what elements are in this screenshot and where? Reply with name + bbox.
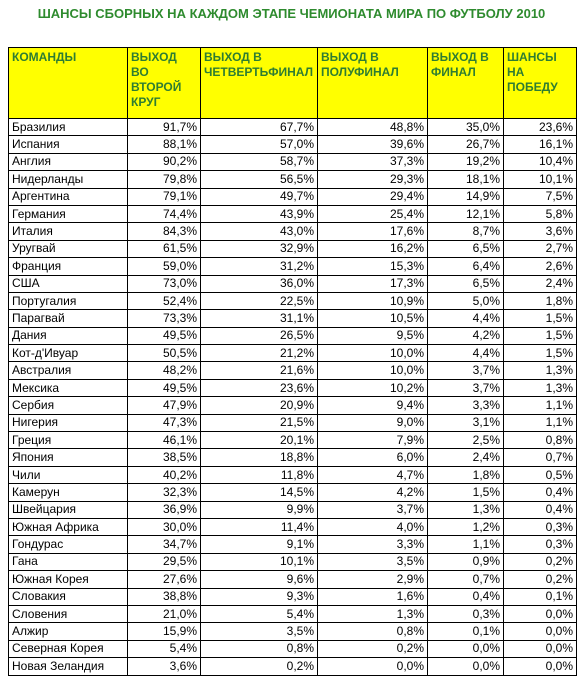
final-cell: 0,4% (428, 588, 504, 605)
table-row (9, 153, 577, 170)
second-round-cell: 52,4% (128, 292, 201, 309)
second-round-cell: 73,3% (128, 310, 201, 327)
final-cell: 0,0% (428, 658, 504, 675)
table-row (9, 275, 577, 292)
quarterfinal-cell: 0,8% (201, 640, 318, 657)
final-cell: 4,4% (428, 310, 504, 327)
final-cell: 12,1% (428, 205, 504, 222)
final-cell: 19,2% (428, 153, 504, 170)
second-round-cell: 27,6% (128, 571, 201, 588)
team-cell: Гондурас (9, 536, 128, 553)
quarterfinal-cell: 21,2% (201, 345, 318, 362)
semifinal-cell: 29,3% (318, 171, 428, 188)
semifinal-cell: 10,9% (318, 292, 428, 309)
quarterfinal-cell: 23,6% (201, 379, 318, 396)
table-row (9, 536, 577, 553)
semifinal-cell: 10,0% (318, 362, 428, 379)
team-cell: Чили (9, 466, 128, 483)
semifinal-cell: 10,2% (318, 379, 428, 396)
team-cell: Уругвай (9, 240, 128, 257)
quarterfinal-cell: 9,3% (201, 588, 318, 605)
win-cell: 0,1% (504, 588, 577, 605)
quarterfinal-cell: 58,7% (201, 153, 318, 170)
semifinal-cell: 25,4% (318, 205, 428, 222)
win-cell: 2,7% (504, 240, 577, 257)
semifinal-cell: 10,5% (318, 310, 428, 327)
table-row (9, 292, 577, 309)
quarterfinal-cell: 21,5% (201, 414, 318, 431)
win-cell: 1,1% (504, 414, 577, 431)
semifinal-cell: 2,9% (318, 571, 428, 588)
second-round-cell: 38,5% (128, 449, 201, 466)
team-cell: Испания (9, 136, 128, 153)
team-cell: Австралия (9, 362, 128, 379)
quarterfinal-cell: 43,0% (201, 223, 318, 240)
semifinal-cell: 4,2% (318, 484, 428, 501)
win-cell: 0,7% (504, 449, 577, 466)
win-cell: 0,3% (504, 518, 577, 535)
quarterfinal-cell: 14,5% (201, 484, 318, 501)
table-row (9, 310, 577, 327)
semifinal-cell: 1,6% (318, 588, 428, 605)
win-cell: 1,5% (504, 327, 577, 344)
table-row (9, 658, 577, 675)
team-cell: Словения (9, 605, 128, 622)
second-round-cell: 88,1% (128, 136, 201, 153)
semifinal-cell: 9,5% (318, 327, 428, 344)
team-cell: Греция (9, 432, 128, 449)
team-cell: Дания (9, 327, 128, 344)
win-cell: 2,4% (504, 275, 577, 292)
team-cell: Нидерланды (9, 171, 128, 188)
final-cell: 6,5% (428, 240, 504, 257)
table-row (9, 362, 577, 379)
team-cell: Алжир (9, 623, 128, 640)
semifinal-cell: 3,5% (318, 553, 428, 570)
win-cell: 1,5% (504, 345, 577, 362)
final-cell: 14,9% (428, 188, 504, 205)
team-cell: Англия (9, 153, 128, 170)
second-round-cell: 73,0% (128, 275, 201, 292)
table-row (9, 240, 577, 257)
team-cell: Кот-д'Ивуар (9, 345, 128, 362)
second-round-cell: 79,1% (128, 188, 201, 205)
team-cell: Словакия (9, 588, 128, 605)
second-round-cell: 61,5% (128, 240, 201, 257)
win-cell: 1,8% (504, 292, 577, 309)
win-cell: 16,1% (504, 136, 577, 153)
header-row (9, 48, 577, 119)
second-round-cell: 59,0% (128, 258, 201, 275)
final-cell: 1,5% (428, 484, 504, 501)
win-cell: 1,3% (504, 379, 577, 396)
win-cell: 5,8% (504, 205, 577, 222)
second-round-cell: 21,0% (128, 605, 201, 622)
final-cell: 3,1% (428, 414, 504, 431)
final-cell: 1,3% (428, 501, 504, 518)
win-cell: 2,6% (504, 258, 577, 275)
final-cell: 3,7% (428, 362, 504, 379)
team-cell: Нигерия (9, 414, 128, 431)
second-round-cell: 32,3% (128, 484, 201, 501)
team-cell: Южная Африка (9, 518, 128, 535)
team-cell: Мексика (9, 379, 128, 396)
semifinal-cell: 7,9% (318, 432, 428, 449)
second-round-cell: 38,8% (128, 588, 201, 605)
win-cell: 0,2% (504, 571, 577, 588)
header-second-round: ВЫХОД ВО ВТОРОЙ КРУГ (128, 48, 201, 119)
quarterfinal-cell: 49,7% (201, 188, 318, 205)
win-cell: 0,8% (504, 432, 577, 449)
win-cell: 0,2% (504, 553, 577, 570)
table-row (9, 205, 577, 222)
semifinal-cell: 3,3% (318, 536, 428, 553)
quarterfinal-cell: 56,5% (201, 171, 318, 188)
table-row (9, 588, 577, 605)
table-row (9, 397, 577, 414)
team-cell: Португалия (9, 292, 128, 309)
table-row (9, 327, 577, 344)
quarterfinal-cell: 5,4% (201, 605, 318, 622)
second-round-cell: 5,4% (128, 640, 201, 657)
table-row (9, 432, 577, 449)
win-cell: 10,4% (504, 153, 577, 170)
second-round-cell: 79,8% (128, 171, 201, 188)
header-teams: КОМАНДЫ (9, 48, 128, 119)
final-cell: 1,1% (428, 536, 504, 553)
win-cell: 0,4% (504, 501, 577, 518)
second-round-cell: 74,4% (128, 205, 201, 222)
semifinal-cell: 0,8% (318, 623, 428, 640)
table-row (9, 136, 577, 153)
team-cell: Франция (9, 258, 128, 275)
second-round-cell: 47,3% (128, 414, 201, 431)
second-round-cell: 46,1% (128, 432, 201, 449)
table-row (9, 258, 577, 275)
win-cell: 1,5% (504, 310, 577, 327)
quarterfinal-cell: 20,1% (201, 432, 318, 449)
final-cell: 0,3% (428, 605, 504, 622)
final-cell: 0,7% (428, 571, 504, 588)
win-cell: 7,5% (504, 188, 577, 205)
quarterfinal-cell: 36,0% (201, 275, 318, 292)
final-cell: 26,7% (428, 136, 504, 153)
second-round-cell: 3,6% (128, 658, 201, 675)
win-cell: 1,1% (504, 397, 577, 414)
final-cell: 5,0% (428, 292, 504, 309)
team-cell: США (9, 275, 128, 292)
team-cell: Швейцария (9, 501, 128, 518)
final-cell: 3,7% (428, 379, 504, 396)
table-row (9, 345, 577, 362)
win-cell: 0,0% (504, 605, 577, 622)
quarterfinal-cell: 0,2% (201, 658, 318, 675)
second-round-cell: 90,2% (128, 153, 201, 170)
table-row (9, 501, 577, 518)
final-cell: 2,5% (428, 432, 504, 449)
final-cell: 3,3% (428, 397, 504, 414)
quarterfinal-cell: 9,9% (201, 501, 318, 518)
second-round-cell: 34,7% (128, 536, 201, 553)
table-body (9, 119, 577, 676)
win-cell: 0,0% (504, 658, 577, 675)
win-cell: 10,1% (504, 171, 577, 188)
table-row (9, 171, 577, 188)
win-cell: 0,0% (504, 640, 577, 657)
second-round-cell: 47,9% (128, 397, 201, 414)
semifinal-cell: 6,0% (318, 449, 428, 466)
page-title: ШАНСЫ СБОРНЫХ НА КАЖДОМ ЭТАПЕ ЧЕМИОНАТА МИРА ПО ФУТБОЛУ 2010 (37, 6, 546, 21)
quarterfinal-cell: 11,4% (201, 518, 318, 535)
final-cell: 6,5% (428, 275, 504, 292)
semifinal-cell: 48,8% (318, 119, 428, 136)
table-row (9, 518, 577, 535)
table-row (9, 623, 577, 640)
quarterfinal-cell: 31,2% (201, 258, 318, 275)
second-round-cell: 15,9% (128, 623, 201, 640)
table-row (9, 484, 577, 501)
final-cell: 0,1% (428, 623, 504, 640)
semifinal-cell: 29,4% (318, 188, 428, 205)
second-round-cell: 84,3% (128, 223, 201, 240)
quarterfinal-cell: 18,8% (201, 449, 318, 466)
team-cell: Германия (9, 205, 128, 222)
semifinal-cell: 37,3% (318, 153, 428, 170)
quarterfinal-cell: 9,6% (201, 571, 318, 588)
header-win: ШАНСЫ НА ПОБЕДУ (504, 48, 577, 119)
team-cell: Северная Корея (9, 640, 128, 657)
quarterfinal-cell: 57,0% (201, 136, 318, 153)
semifinal-cell: 16,2% (318, 240, 428, 257)
quarterfinal-cell: 3,5% (201, 623, 318, 640)
final-cell: 6,4% (428, 258, 504, 275)
header-final: ВЫХОД В ФИНАЛ (428, 48, 504, 119)
final-cell: 4,2% (428, 327, 504, 344)
semifinal-cell: 9,0% (318, 414, 428, 431)
header-semifinal: ВЫХОД В ПОЛУФИНАЛ (318, 48, 428, 119)
final-cell: 2,4% (428, 449, 504, 466)
table-row (9, 223, 577, 240)
table-row (9, 605, 577, 622)
semifinal-cell: 9,4% (318, 397, 428, 414)
table-row (9, 379, 577, 396)
final-cell: 4,4% (428, 345, 504, 362)
team-cell: Новая Зеландия (9, 658, 128, 675)
second-round-cell: 29,5% (128, 553, 201, 570)
team-cell: Южная Корея (9, 571, 128, 588)
team-cell: Италия (9, 223, 128, 240)
quarterfinal-cell: 67,7% (201, 119, 318, 136)
odds-table (8, 47, 577, 676)
semifinal-cell: 1,3% (318, 605, 428, 622)
team-cell: Парагвай (9, 310, 128, 327)
table-row (9, 449, 577, 466)
second-round-cell: 40,2% (128, 466, 201, 483)
quarterfinal-cell: 31,1% (201, 310, 318, 327)
second-round-cell: 49,5% (128, 379, 201, 396)
semifinal-cell: 17,6% (318, 223, 428, 240)
team-cell: Сербия (9, 397, 128, 414)
second-round-cell: 30,0% (128, 518, 201, 535)
semifinal-cell: 17,3% (318, 275, 428, 292)
quarterfinal-cell: 26,5% (201, 327, 318, 344)
win-cell: 23,6% (504, 119, 577, 136)
final-cell: 1,8% (428, 466, 504, 483)
quarterfinal-cell: 32,9% (201, 240, 318, 257)
second-round-cell: 91,7% (128, 119, 201, 136)
semifinal-cell: 3,7% (318, 501, 428, 518)
win-cell: 0,5% (504, 466, 577, 483)
semifinal-cell: 0,2% (318, 640, 428, 657)
win-cell: 1,3% (504, 362, 577, 379)
win-cell: 0,4% (504, 484, 577, 501)
table-row (9, 466, 577, 483)
second-round-cell: 36,9% (128, 501, 201, 518)
table-row (9, 640, 577, 657)
final-cell: 1,2% (428, 518, 504, 535)
table-row (9, 119, 577, 136)
quarterfinal-cell: 22,5% (201, 292, 318, 309)
win-cell: 0,3% (504, 536, 577, 553)
win-cell: 3,6% (504, 223, 577, 240)
table-row (9, 553, 577, 570)
table-row (9, 571, 577, 588)
semifinal-cell: 39,6% (318, 136, 428, 153)
final-cell: 18,1% (428, 171, 504, 188)
second-round-cell: 50,5% (128, 345, 201, 362)
team-cell: Гана (9, 553, 128, 570)
table-row (9, 414, 577, 431)
final-cell: 0,9% (428, 553, 504, 570)
win-cell: 0,0% (504, 623, 577, 640)
second-round-cell: 49,5% (128, 327, 201, 344)
team-cell: Камерун (9, 484, 128, 501)
header-quarterfinal: ВЫХОД В ЧЕТВЕРТЬФИНАЛ (201, 48, 318, 119)
final-cell: 35,0% (428, 119, 504, 136)
second-round-cell: 48,2% (128, 362, 201, 379)
quarterfinal-cell: 11,8% (201, 466, 318, 483)
table-row (9, 188, 577, 205)
semifinal-cell: 4,0% (318, 518, 428, 535)
semifinal-cell: 4,7% (318, 466, 428, 483)
semifinal-cell: 10,0% (318, 345, 428, 362)
quarterfinal-cell: 43,9% (201, 205, 318, 222)
team-cell: Аргентина (9, 188, 128, 205)
quarterfinal-cell: 10,1% (201, 553, 318, 570)
final-cell: 0,0% (428, 640, 504, 657)
quarterfinal-cell: 20,9% (201, 397, 318, 414)
team-cell: Япония (9, 449, 128, 466)
quarterfinal-cell: 9,1% (201, 536, 318, 553)
semifinal-cell: 15,3% (318, 258, 428, 275)
team-cell: Бразилия (9, 119, 128, 136)
quarterfinal-cell: 21,6% (201, 362, 318, 379)
semifinal-cell: 0,0% (318, 658, 428, 675)
final-cell: 8,7% (428, 223, 504, 240)
